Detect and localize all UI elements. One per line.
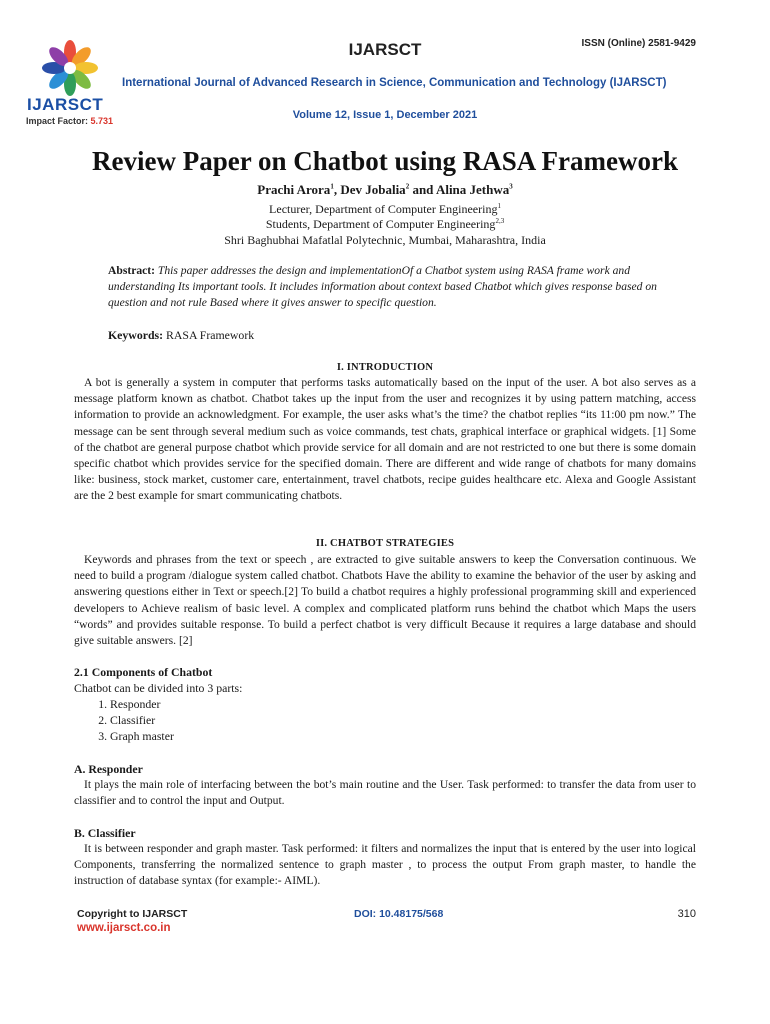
list-item: 3. Graph master — [110, 728, 174, 744]
author-list — [0, 182, 770, 198]
impact-value: 5.731 — [90, 116, 114, 126]
author-name: Alina Jethwa — [435, 182, 510, 197]
author-sep: , — [333, 182, 341, 197]
page-number: 310 — [677, 908, 696, 920]
affiliation-line — [0, 217, 770, 232]
strategies-paragraph: Keywords and phrases from the text or speech , are extracted to give suitable answers to keep the Conversation continuous. We need to build a program /dialogue system called chatbot. Chatbots Have the ability to examine the behavior of the user by asking and answering questions either in Text or speech.[2] To build a chatbot requires a highly professional programming skill and experienced developers to Achieve realism of basic level. A complex and complicated platform runs behind the chatbot which Maps the users “words” and provides suitable response. To build a perfect chatbot is very difficult Because it requires a large database and should give suitable answers. [2] — [74, 553, 696, 648]
components-list — [74, 696, 174, 745]
journal-full-name: International Journal of Advanced Research in Science, Communication and Technology (IJARSCT) — [122, 77, 667, 89]
author-name: Dev Jobalia — [340, 182, 406, 197]
author-sup: 1 — [330, 182, 334, 191]
subsection-heading-responder: A. Responder — [74, 762, 143, 776]
subsection-heading-components: 2.1 Components of Chatbot — [74, 665, 213, 679]
footer-doi: DOI: 10.48175/568 — [354, 908, 444, 920]
affiliation-sup: 1 — [497, 202, 501, 210]
affiliation-text: Lecturer, Department of Computer Engineering — [269, 202, 498, 216]
journal-short-name: IJARSCT — [348, 40, 422, 59]
keywords — [108, 328, 254, 343]
responder-paragraph: It plays the main role of interfacing between the bot’s main routine and the User. Task performed: to transfer the data from user to classifier and to control the input and Output. — [74, 778, 696, 808]
affiliation-line — [0, 202, 770, 217]
section-heading-introduction: I. INTRODUCTION — [336, 362, 434, 373]
author-sup: 3 — [509, 182, 513, 191]
paper-title: Review Paper on Chatbot using RASA Framework — [92, 146, 678, 176]
abstract — [108, 263, 660, 311]
affiliation-sup: 2,3 — [495, 217, 505, 225]
author-sep: and — [409, 182, 436, 197]
affiliation-line: Shri Baghubhai Mafatlal Polytechnic, Mumbai, Maharashtra, India — [224, 233, 546, 247]
impact-label: Impact Factor: — [26, 116, 89, 126]
abstract-text: This paper addresses the design and implementationOf a Chatbot system using RASA frame work and understanding Its important tools. It includes information about context based Chatbot which gives response based on question and not rule Based where it gives answer to specific question. — [108, 264, 657, 309]
classifier-paragraph: It is between responder and graph master. Task performed: it filters and normalizes the input that is entered by the user into logical Components, transferring the normalized sentence to graph master , to process the output From graph master, to handle the instruction of database syntax (for example:- AIML). — [74, 842, 696, 888]
list-item: 1. Responder — [110, 696, 174, 712]
issn: ISSN (Online) 2581-9429 — [581, 38, 696, 49]
footer-website-link[interactable]: www.ijarsct.co.in — [77, 922, 171, 934]
affiliation-text: Students, Department of Computer Engineering — [265, 217, 496, 231]
section-heading-strategies: II. CHATBOT STRATEGIES — [315, 538, 455, 549]
author-sup: 2 — [405, 182, 410, 191]
subsection-heading-classifier: B. Classifier — [74, 826, 136, 840]
introduction-paragraph: A bot is generally a system in computer that performs tasks automatically based on the input of the user. A bot also serves as a message platform known as chatbot. Chatbot takes up the input from the user and recognizes it by using pattern matching, access information to provide an acknowledgment. For example, the user asks what’s the time? the chatbot replies “its 11:00 pm now.” The message can be sent through several medium such as voice commands, test chats, graphical interface or graphical widgets. [1] Some of the chatbot are general purpose chatbot which provide service for all domain and are not restricted to one but there is some domain specific chatbot which provides service for the specified domain. There are different and wide range of chatbots for many domains like: business, stock market, customer care, entertainment, travel chatbots, recipe guides healthcare etc. Alexa and Google Assistant are the 2 best example for smart communicating chatbots. — [74, 376, 696, 503]
keywords-text: RASA Framework — [166, 328, 255, 342]
logo-text: IJARSCT — [27, 95, 104, 114]
list-item: 2. Classifier — [110, 712, 174, 728]
volume-issue: Volume 12, Issue 1, December 2021 — [292, 109, 478, 121]
footer-copyright: Copyright to IJARSCT — [77, 908, 188, 920]
components-intro: Chatbot can be divided into 3 parts: — [74, 681, 243, 695]
author-name: Prachi Arora — [257, 182, 331, 197]
keywords-label: Keywords: — [108, 328, 166, 342]
abstract-label: Abstract: — [108, 264, 158, 277]
